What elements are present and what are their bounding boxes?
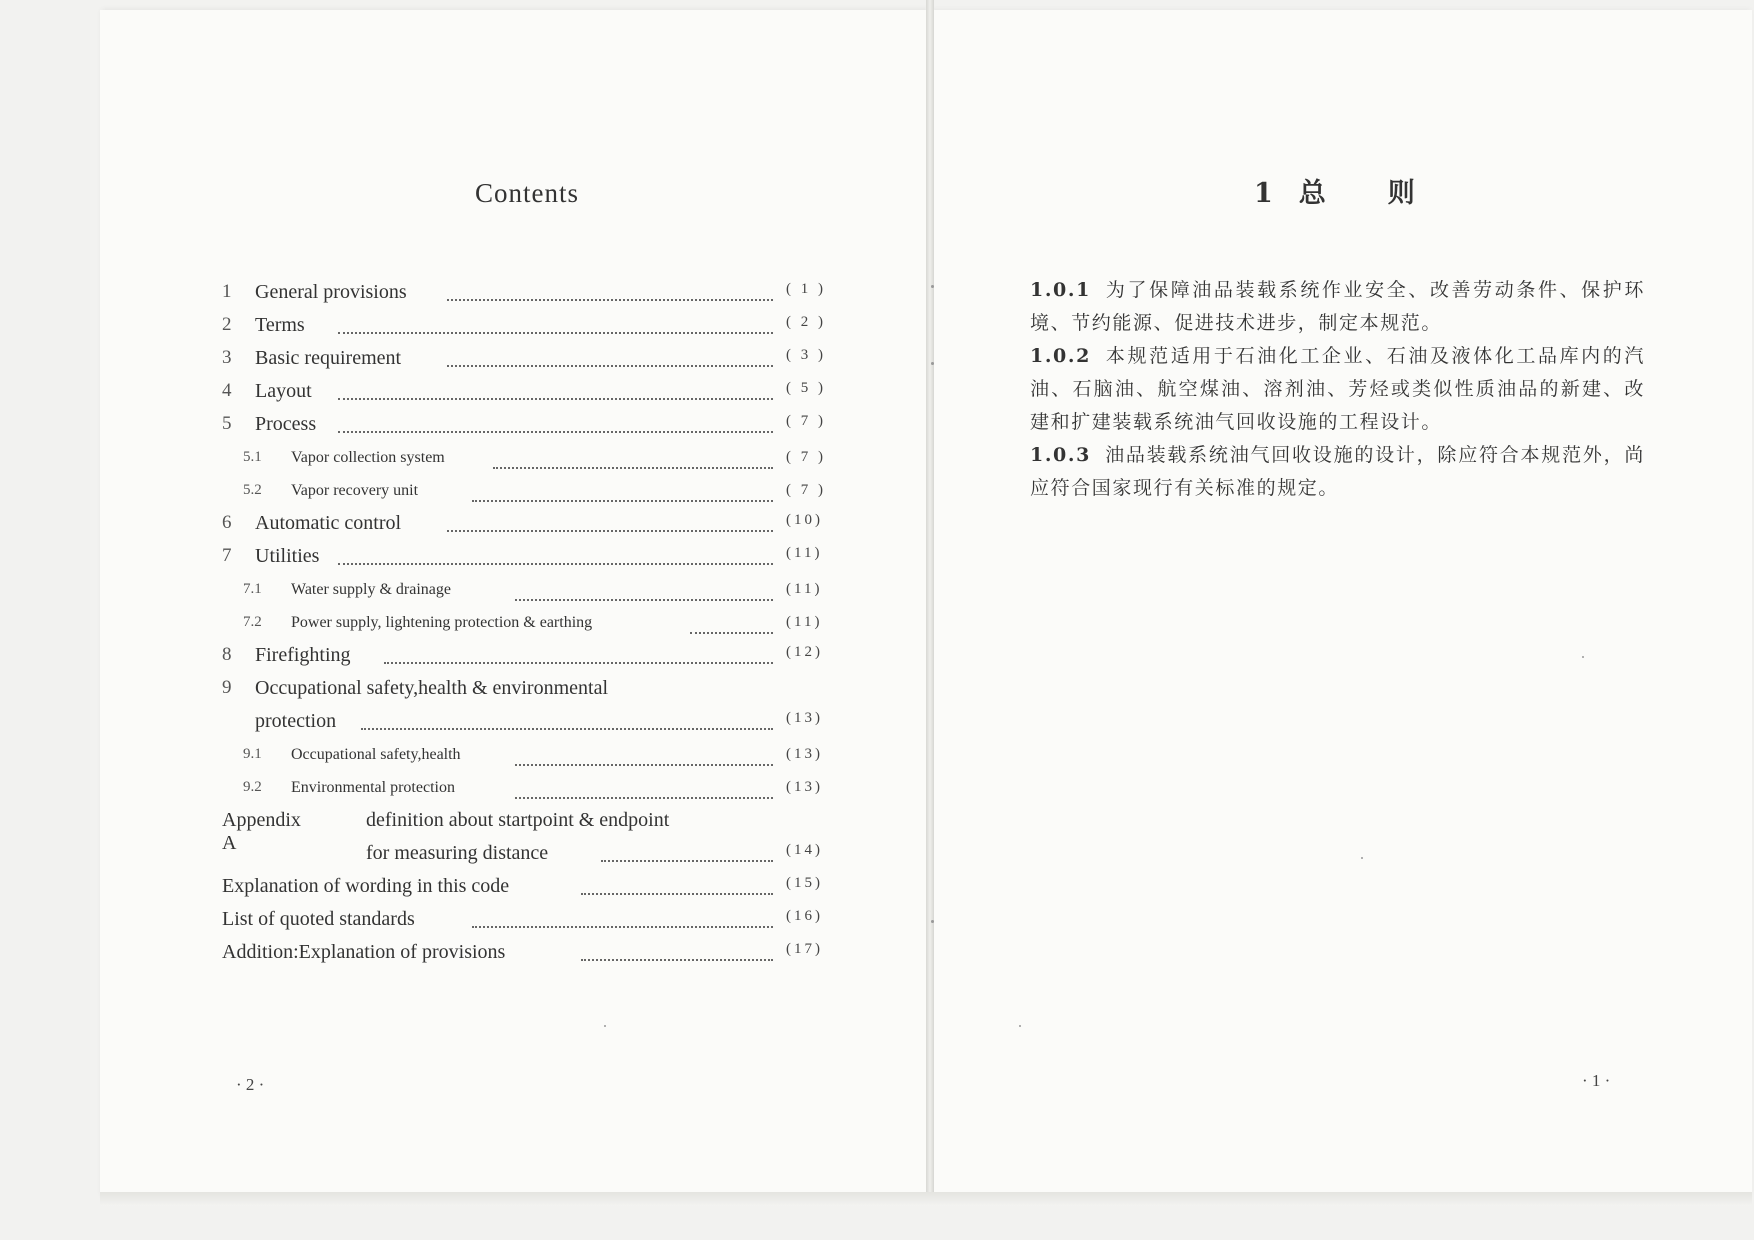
toc-entry-title: Terms xyxy=(255,314,305,336)
scan-speck xyxy=(931,920,934,923)
toc-dot-leader xyxy=(338,562,773,565)
toc-entry-title: General provisions xyxy=(255,281,407,303)
toc-entry-number: 1 xyxy=(222,281,232,302)
toc-entry-title: Explanation of wording in this code xyxy=(222,875,510,897)
toc-dot-leader xyxy=(447,529,773,532)
toc-entry-number: 5 xyxy=(222,413,232,434)
toc-entry-page: ( 3 ) xyxy=(786,347,826,363)
toc-entry-title: List of quoted standards xyxy=(222,908,415,930)
toc-entry-title: Water supply & drainage xyxy=(291,581,451,598)
chapter-heading xyxy=(1254,171,1415,210)
toc-entry-title: for measuring distance xyxy=(366,842,549,864)
toc-dot-leader xyxy=(515,598,773,601)
toc-entry-title: Utilities xyxy=(255,545,320,567)
clause-number: 1.0.2 xyxy=(1030,345,1091,367)
toc-entry-number: 9.2 xyxy=(243,779,262,795)
left-page-number: · 2 · xyxy=(236,1075,265,1094)
toc-dot-leader xyxy=(515,763,773,766)
toc-entry-page: (12) xyxy=(786,644,823,660)
toc-entry-page: (16) xyxy=(786,908,823,924)
scan-speck xyxy=(1582,656,1584,658)
toc-entry-title: Firefighting xyxy=(255,644,351,666)
clause-text: 为了保障油品装载系统作业安全、改善劳动条件、保护环境、节约能源、促进技术进步，制定本规范。 xyxy=(1030,279,1645,334)
toc-entry-title: protection xyxy=(255,710,337,732)
toc-entry-title: Process xyxy=(255,413,317,435)
toc-dot-leader xyxy=(601,859,773,862)
page-edge xyxy=(100,1192,1752,1206)
clause-text: 本规范适用于石油化工企业、石油及液体化工品库内的汽油、石脑油、航空煤油、溶剂油、芳烃或类似性质油品的新建、改建和扩建装载系统油气回收设施的工程设计。 xyxy=(1030,345,1645,433)
toc-dot-leader xyxy=(690,631,773,634)
toc-entry-number: 7.2 xyxy=(243,614,262,630)
scan-speck xyxy=(931,362,934,365)
toc-entry-page: ( 1 ) xyxy=(786,281,826,297)
scan-speck xyxy=(1019,1025,1021,1027)
clause-number: 1.0.1 xyxy=(1030,279,1091,301)
toc-entry-number: 8 xyxy=(222,644,232,665)
toc-entry-page: ( 7 ) xyxy=(786,413,826,429)
chapter-number: 1 xyxy=(1254,178,1273,209)
clause-number: 1.0.3 xyxy=(1030,444,1091,466)
toc-entry-title: Automatic control xyxy=(255,512,402,534)
toc-entry-number: 5.1 xyxy=(243,449,262,465)
toc-entry-title: Occupational safety,health xyxy=(291,746,461,763)
toc-dot-leader xyxy=(472,499,773,502)
chapter-title-part2: 则 xyxy=(1387,178,1415,209)
toc-entry-page: ( 2 ) xyxy=(786,314,826,330)
toc-entry-number: Appendix A xyxy=(222,809,301,854)
toc-dot-leader xyxy=(493,466,773,469)
toc-dot-leader xyxy=(515,796,773,799)
toc-dot-leader xyxy=(384,661,773,664)
toc-entry-page: (13) xyxy=(786,779,823,795)
toc-entry-title: Occupational safety,health & environmental xyxy=(255,677,609,699)
toc-entry-page: (11) xyxy=(786,581,823,597)
toc-entry-number: 4 xyxy=(222,380,232,401)
toc-entry-number: 9 xyxy=(222,677,232,698)
toc-dot-leader xyxy=(447,298,773,301)
scan-speck xyxy=(604,1025,606,1027)
toc-entry-number: 7 xyxy=(222,545,232,566)
toc-entry-page: (13) xyxy=(786,710,823,726)
toc-entry-page: ( 7 ) xyxy=(786,482,826,498)
toc-entry-page: (13) xyxy=(786,746,823,762)
toc-entry-title: Power supply, lightening protection & earthing xyxy=(291,614,593,631)
toc-entry-title: Vapor recovery unit xyxy=(291,482,419,499)
clause-1-0-3 xyxy=(1030,439,1645,505)
scan-speck xyxy=(1361,857,1363,859)
clause-1-0-2 xyxy=(1030,340,1645,439)
toc-dot-leader xyxy=(581,892,773,895)
toc-entry-title: Vapor collection system xyxy=(291,449,445,466)
toc-dot-leader xyxy=(338,430,773,433)
right-page-number: · 1 · xyxy=(1582,1071,1611,1090)
contents-heading: Contents xyxy=(474,178,579,208)
toc-entry-page: (11) xyxy=(786,614,823,630)
toc-dot-leader xyxy=(338,397,773,400)
toc-dot-leader xyxy=(581,958,773,961)
toc-entry-title: Basic requirement xyxy=(255,347,402,369)
toc-entry-title: Environmental protection xyxy=(291,779,455,796)
toc-entry-number: 5.2 xyxy=(243,482,262,498)
toc-entry-title: Layout xyxy=(255,380,312,402)
toc-dot-leader xyxy=(472,925,773,928)
toc-dot-leader xyxy=(361,727,773,730)
toc-entry-page: (17) xyxy=(786,941,823,957)
toc-entry-page: (11) xyxy=(786,545,823,561)
toc-entry-number: 2 xyxy=(222,314,232,335)
scan-speck xyxy=(931,285,934,288)
toc-entry-title: definition about startpoint & endpoint xyxy=(366,809,670,831)
toc-entry-title: Addition:Explanation of provisions xyxy=(222,941,506,963)
clause-text: 油品装载系统油气回收设施的设计，除应符合本规范外，尚应符合国家现行有关标准的规定。 xyxy=(1030,444,1645,499)
toc-entry-page: (14) xyxy=(786,842,823,858)
toc-entry-number: 7.1 xyxy=(243,581,262,597)
toc-entry-page: ( 7 ) xyxy=(786,449,826,465)
toc-entry-page: (10) xyxy=(786,512,823,528)
toc-entry-page: ( 5 ) xyxy=(786,380,826,396)
toc-dot-leader xyxy=(447,364,773,367)
chapter-title-part1: 总 xyxy=(1298,178,1326,209)
toc-entry-number: 9.1 xyxy=(243,746,262,762)
toc-entry-number: 3 xyxy=(222,347,232,368)
toc-dot-leader xyxy=(338,331,773,334)
clause-1-0-1 xyxy=(1030,274,1645,340)
toc-entry-page: (15) xyxy=(786,875,823,891)
toc-entry-number: 6 xyxy=(222,512,232,533)
